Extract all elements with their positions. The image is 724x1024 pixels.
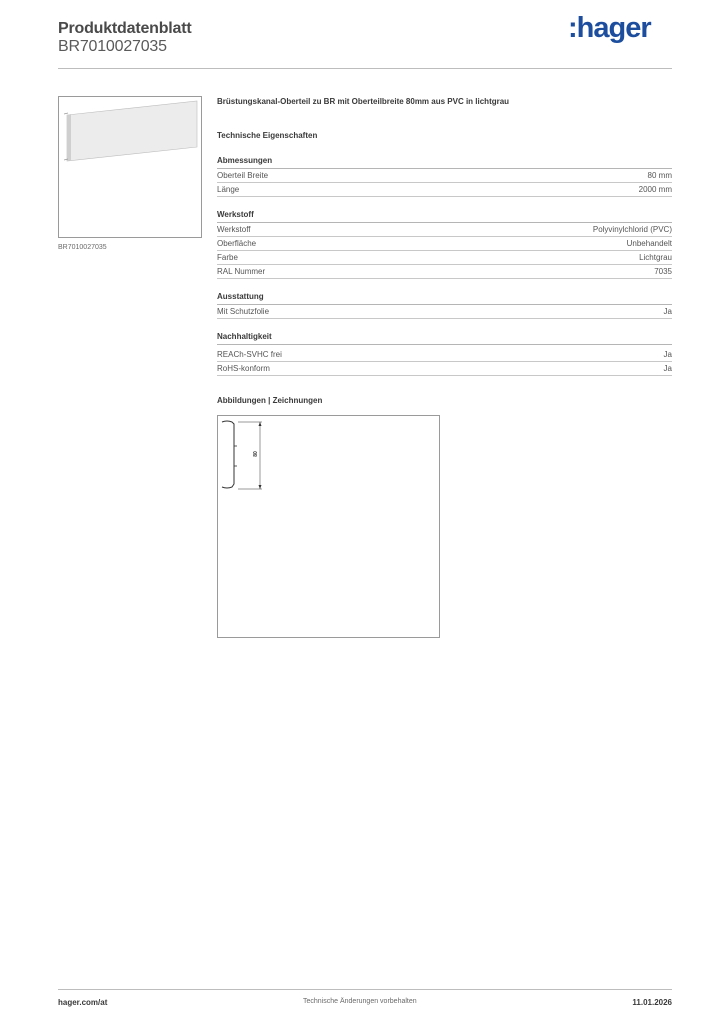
spec-value: 80 mm (647, 171, 672, 180)
spec-label: Oberfläche (217, 239, 257, 248)
spec-label: Mit Schutzfolie (217, 307, 270, 316)
logo-colon-icon: : (568, 12, 577, 44)
spec-value: 7035 (654, 267, 672, 276)
section-heading-sustainability: Nachhaltigkeit (217, 332, 672, 345)
spec-row (217, 251, 672, 265)
product-description: Brüstungskanal-Oberteil zu BR mit Oberteilbreite 80mm aus PVC in lichtgrau (217, 97, 510, 106)
hager-logo[interactable] (568, 12, 651, 45)
spec-value: Lichtgrau (639, 253, 672, 262)
spec-row (217, 237, 672, 251)
spec-row (217, 223, 672, 237)
profile-drawing-icon (218, 416, 439, 637)
product-number: BR7010027035 (58, 38, 167, 55)
technical-properties-heading: Technische Eigenschaften (217, 131, 318, 140)
spec-row (217, 348, 672, 362)
spec-row (217, 169, 672, 183)
logo-text: hager (576, 12, 651, 44)
product-image (58, 96, 202, 238)
section-heading-material: Werkstoff (217, 210, 672, 223)
spec-label: RoHS-konform (217, 364, 270, 373)
spec-row (217, 183, 672, 197)
spec-value: Unbehandelt (626, 239, 672, 248)
spec-value: Ja (663, 364, 672, 373)
footer-website-link[interactable]: hager.com/at (58, 998, 108, 1007)
spec-row (217, 305, 672, 319)
document-title: Produktdatenblatt (58, 20, 192, 37)
spec-label: Oberteil Breite (217, 171, 269, 180)
spec-label: REACh-SVHC frei (217, 350, 282, 359)
footer-disclaimer: Technische Änderungen vorbehalten (303, 998, 417, 1005)
section-heading-equipment: Ausstattung (217, 292, 672, 305)
spec-value: 2000 mm (638, 185, 672, 194)
dimension-label: 80 (253, 451, 259, 457)
header-divider (58, 68, 672, 69)
cable-duct-cover-icon (59, 97, 201, 237)
main-content (217, 97, 672, 373)
spec-label: Länge (217, 185, 240, 194)
spec-value: Ja (663, 350, 672, 359)
image-caption: BR7010027035 (58, 244, 107, 251)
spec-value: Ja (663, 307, 672, 316)
spec-row (217, 362, 672, 376)
spec-label: Werkstoff (217, 225, 251, 234)
drawings-heading: Abbildungen | Zeichnungen (217, 396, 323, 405)
spec-value: Polyvinylchlorid (PVC) (592, 225, 672, 234)
spec-row (217, 265, 672, 279)
footer-divider (58, 989, 672, 990)
spec-label: Farbe (217, 253, 238, 262)
technical-drawing (217, 415, 440, 638)
spec-label: RAL Nummer (217, 267, 266, 276)
section-heading-dimensions: Abmessungen (217, 156, 672, 169)
footer-date: 11.01.2026 (632, 998, 672, 1007)
